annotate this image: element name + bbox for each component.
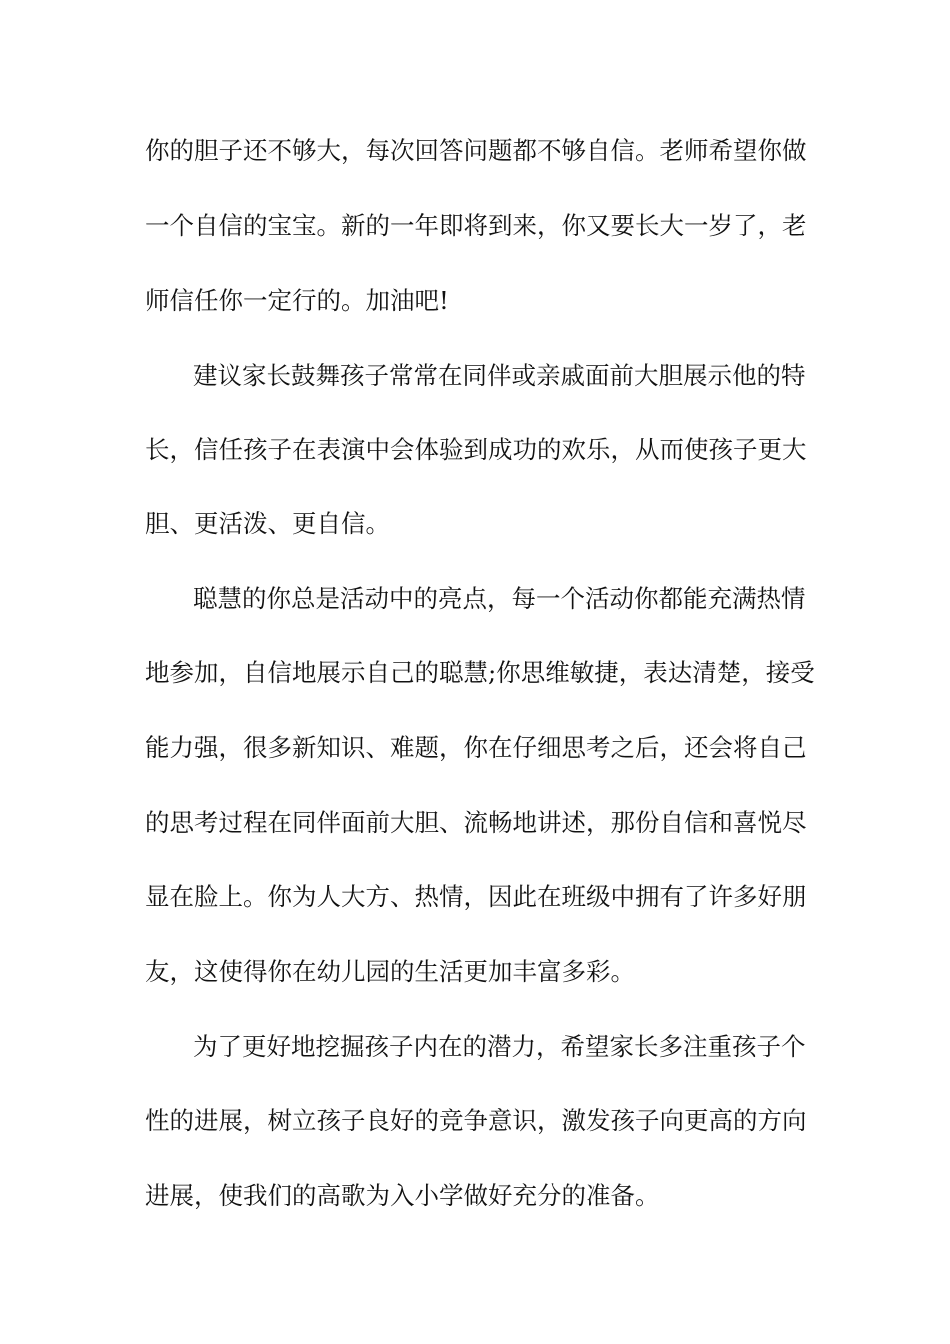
text-line-9: 能力强，很多新知识、难题，你在仔细思考之后，还会将自己 [145,733,807,762]
text-line-8: 地参加，自信地展示自己的聪慧;你思维敏捷，表达清楚，接受 [145,658,815,687]
text-line-5: 长，信任孩子在表演中会体验到成功的欢乐，从而使孩子更大 [145,435,807,464]
text-line-7: 聪慧的你总是活动中的亮点，每一个活动你都能充满热情 [193,584,806,613]
text-line-10: 的思考过程在同伴面前大胆、流畅地讲述，那份自信和喜悦尽 [145,808,807,837]
text-line-12: 友，这使得你在幼儿园的生活更加丰富多彩。 [145,957,635,986]
text-line-2: 一个自信的宝宝。新的一年即将到来，你又要长大一岁了，老 [145,211,807,240]
text-line-11: 显在脸上。你为人大方、热情，因此在班级中拥有了许多好朋 [145,882,807,911]
text-line-1: 你的胆子还不够大，每次回答问题都不够自信。老师希望你做 [145,136,807,165]
text-line-4: 建议家长鼓舞孩子常常在同伴或亲戚面前大胆展示他的特 [193,361,806,390]
text-line-6: 胆、更活泼、更自信。 [145,509,390,538]
text-line-13: 为了更好地挖掘孩子内在的潜力，希望家长多注重孩子个 [193,1032,806,1061]
text-line-15: 进展，使我们的高歌为入小学做好充分的准备。 [145,1181,660,1210]
text-line-3: 师信任你一定行的。加油吧! [145,286,449,315]
text-line-14: 性的进展，树立孩子良好的竞争意识，激发孩子向更高的方向 [145,1106,807,1135]
